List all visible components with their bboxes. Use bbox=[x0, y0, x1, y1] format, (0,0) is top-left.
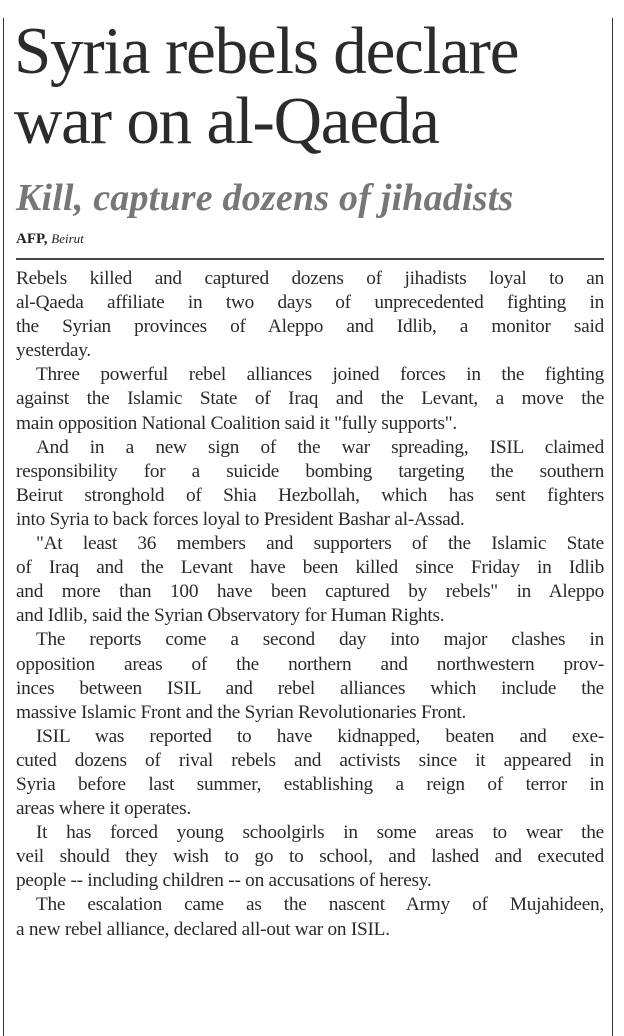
byline bbox=[16, 231, 84, 248]
article-line: inces between ISIL and rebel alliances which include the bbox=[16, 677, 604, 699]
article-line: the Syrian provinces of Aleppo and Idlib, a monitor said bbox=[16, 316, 604, 338]
article-line: veil should they wish to go to school, and lashed and executed bbox=[16, 846, 604, 868]
article-paragraph bbox=[16, 893, 604, 941]
article-line: and more than 100 have been captured by rebels" in Aleppo bbox=[16, 581, 604, 603]
article-line: opposition areas of the northern and northwestern prov- bbox=[16, 653, 604, 675]
article-paragraph bbox=[16, 821, 604, 893]
headline-line-2: war on al-Qaeda bbox=[14, 84, 439, 158]
byline-location: Beirut bbox=[51, 231, 84, 246]
article-line: cuted dozens of rival rebels and activists since it appeared in bbox=[16, 749, 604, 771]
article-line: areas where it operates. bbox=[16, 798, 191, 820]
article-line: ISIL was reported to have kidnapped, beaten and exe- bbox=[36, 725, 604, 747]
byline-divider bbox=[16, 258, 604, 260]
article-line: al-Qaeda affiliate in two days of unprecedented fighting in bbox=[16, 292, 604, 314]
article-line: Beirut stronghold of Shia Hezbollah, which has sent fighters bbox=[16, 484, 604, 506]
article-paragraph bbox=[16, 436, 604, 532]
headline-line-1: Syria rebels declare bbox=[14, 14, 519, 88]
article-line: The reports come a second day into major clashes in bbox=[36, 629, 604, 651]
article-paragraph bbox=[16, 267, 604, 363]
article-line: Three powerful rebel alliances joined forces in the fighting bbox=[36, 364, 604, 386]
article-line: of Iraq and the Levant have been killed since Friday in Idlib bbox=[16, 557, 604, 579]
article-line: massive Islamic Front and the Syrian Revolutionaries Front. bbox=[16, 701, 467, 723]
article-line: responsibility for a suicide bombing targeting the southern bbox=[16, 460, 604, 482]
article-body bbox=[16, 267, 604, 942]
article-line: Rebels killed and captured dozens of jihadists loyal to an bbox=[16, 268, 604, 289]
article-line: against the Islamic State of Iraq and the Levant, a move the bbox=[16, 388, 604, 410]
article-line: yesterday. bbox=[16, 340, 91, 362]
article-line: a new rebel alliance, declared all-out war on ISIL. bbox=[16, 918, 390, 940]
article-line: into Syria to back forces loyal to President Bashar al-Assad. bbox=[16, 508, 465, 530]
article-paragraph bbox=[16, 725, 604, 821]
byline-agency: AFP, bbox=[16, 231, 48, 247]
article-line: and Idlib, said the Syrian Observatory for Human Rights. bbox=[16, 605, 445, 627]
article-line: And in a new sign of the war spreading, ISIL claimed bbox=[36, 436, 604, 458]
article-line: Syria before last summer, establishing a reign of terror in bbox=[16, 773, 604, 795]
article-line: It has forced young schoolgirls in some areas to wear the bbox=[36, 822, 604, 844]
article-paragraph bbox=[16, 532, 604, 628]
article-line: "At least 36 members and supporters of the Islamic State bbox=[36, 533, 604, 555]
article-line: people -- including children -- on accusations of heresy. bbox=[16, 870, 432, 892]
article-paragraph bbox=[16, 628, 604, 724]
article-line: The escalation came as the nascent Army of Mujahideen, bbox=[36, 894, 604, 916]
subheadline: Kill, capture dozens of jihadists bbox=[16, 177, 514, 219]
article-paragraph bbox=[16, 363, 604, 435]
article-line: main opposition National Coalition said it "fully supports". bbox=[16, 412, 457, 434]
